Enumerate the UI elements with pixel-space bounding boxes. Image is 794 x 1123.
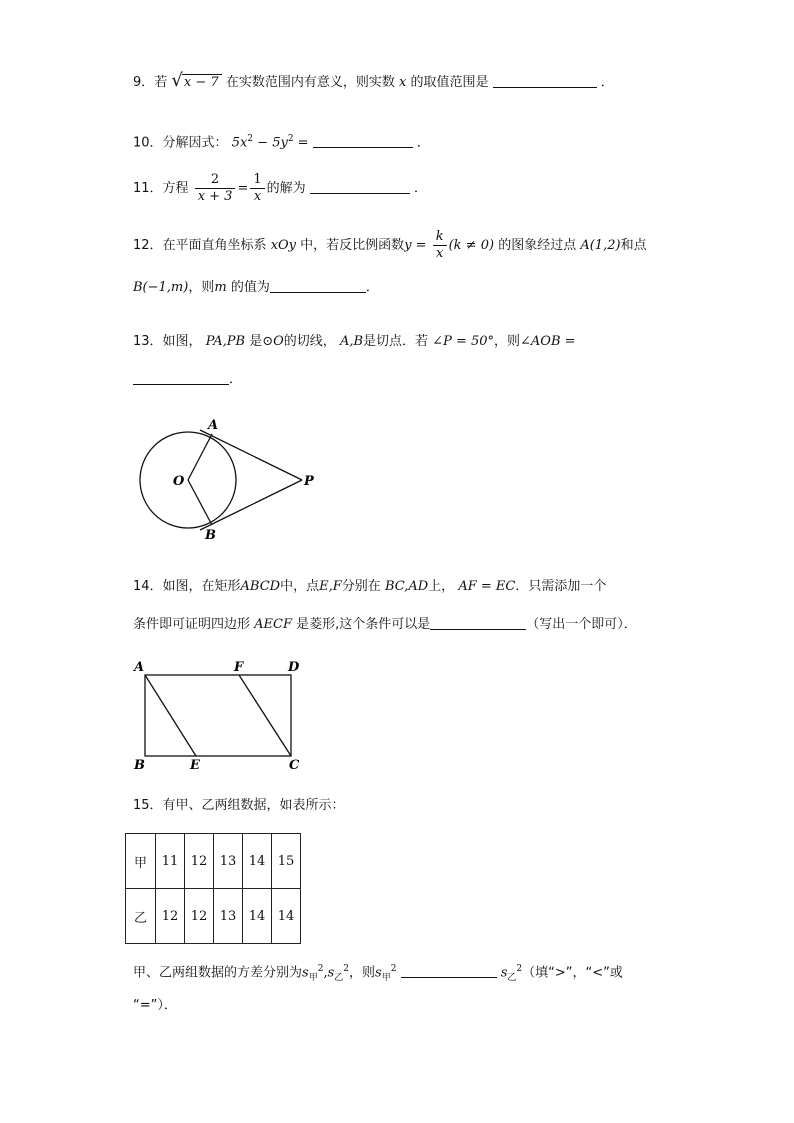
label-o: O — [173, 474, 185, 489]
answer-blank-15[interactable] — [401, 963, 497, 978]
q15-title: 15．有甲、乙两组数据，如表所示： — [133, 798, 345, 813]
rectangle-abcd — [145, 675, 291, 756]
sqrt-expression: √x − 7 — [171, 75, 221, 90]
question-13-line-2 — [133, 370, 242, 389]
q11-equals: = — [237, 181, 249, 196]
sub-yi: 乙 — [334, 972, 344, 983]
label-a: A — [208, 418, 219, 433]
q13-mid1: 是 — [249, 334, 263, 349]
s-jia: s — [302, 965, 309, 981]
radius-oa — [188, 434, 212, 480]
table-cell: 11 — [156, 834, 185, 889]
q10-exp-1: 2 — [247, 134, 254, 144]
row-head: 甲 — [126, 834, 156, 889]
table-cell: 13 — [214, 834, 243, 889]
q9-radicand: x − 7 — [182, 74, 222, 91]
q12-tail: 的值为 — [230, 280, 270, 295]
question-11 — [133, 172, 427, 205]
q12-y: y = — [404, 238, 427, 253]
q14-line2a: 条件即可证明四边形 — [133, 617, 251, 632]
table-row — [126, 834, 301, 889]
q14-mid2: 分别在 — [341, 579, 381, 594]
q13-pa-pb: PA,PB — [205, 334, 246, 349]
s-yi-2: s — [500, 965, 508, 981]
row-head: 乙 — [126, 889, 156, 944]
q11-fraction-1: $\frac{2}{x + 3}$ — [195, 172, 236, 205]
q12-point-b: B(−1,m) — [133, 280, 189, 295]
figure-14-rectangle — [128, 655, 313, 775]
question-10 — [133, 130, 430, 152]
q11-fraction-2: $\frac{1}{x}$ — [250, 172, 264, 205]
q10-exp-2: 2 — [287, 134, 294, 144]
q10-prefix: 10．分解因式： — [133, 135, 228, 151]
q10-end: ． — [416, 135, 430, 151]
q14-bc-ad: BC,AD — [384, 579, 429, 594]
answer-blank-11[interactable] — [310, 179, 410, 194]
table-row — [126, 889, 301, 944]
q14-mid3: 上， — [428, 579, 455, 594]
table-cell: 14 — [243, 889, 272, 944]
q9-mid: 在实数范围内有意义，则实数 — [225, 75, 395, 90]
q12-prefix: 12．在平面直角坐标系 — [133, 238, 267, 253]
comma: , — [323, 965, 328, 981]
q12-mid4: ，则 — [188, 280, 215, 295]
table-cell: 12 — [185, 834, 214, 889]
q11-tail: 的解为 — [266, 181, 306, 196]
q9-tail: 的取值范围是 — [410, 75, 489, 90]
q9-var: x — [398, 75, 407, 90]
q12-end: ． — [365, 280, 379, 295]
table-cell: 12 — [156, 889, 185, 944]
question-14-line-2 — [133, 615, 637, 634]
q14-line2b: 是菱形,这个条件可以是 — [296, 617, 431, 632]
label-a: A — [134, 660, 145, 675]
data-table — [125, 833, 301, 944]
table-cell: 12 — [185, 889, 214, 944]
segment-fc — [239, 675, 291, 756]
sq-yi-2: 2 — [516, 964, 523, 974]
radius-ob — [188, 480, 212, 525]
q14-prefix: 14．如图，在矩形 — [133, 579, 241, 594]
table-cell: 14 — [243, 834, 272, 889]
answer-blank-14[interactable] — [430, 615, 526, 630]
label-b: B — [205, 528, 216, 543]
label-f: F — [234, 660, 244, 675]
q12-mid2: 的图象经过点 — [498, 238, 577, 253]
label-p: P — [304, 474, 314, 489]
q10-equals: = — [293, 135, 309, 151]
q9-prefix: 9．若 — [133, 75, 168, 90]
q12-xoy: xOy — [270, 238, 297, 253]
q11-prefix: 11．方程 — [133, 181, 189, 196]
label-c: C — [289, 758, 300, 773]
q12-mid1: 中，若反比例函数 — [300, 238, 405, 253]
label-d: D — [288, 660, 300, 675]
q14-abcd: ABCD — [240, 579, 281, 594]
q14-aecf: AECF — [254, 617, 293, 632]
q14-ef: E,F — [319, 579, 342, 594]
q15-t1: 甲、乙两组数据的方差分别为 — [133, 965, 303, 981]
segment-ae — [145, 675, 196, 756]
q12-mid3: 和点 — [620, 238, 647, 253]
question-15 — [133, 797, 345, 815]
q13-angle-p: ∠P = 50° — [432, 334, 495, 349]
q12-condition: (k ≠ 0) — [448, 238, 495, 253]
label-b: B — [134, 758, 145, 773]
answer-blank-12[interactable] — [270, 278, 366, 293]
s-jia-2: s — [375, 965, 382, 981]
q12-m: m — [214, 280, 227, 295]
q12-fraction: $\frac{k}{x}$ — [433, 229, 447, 262]
answer-blank-13[interactable] — [133, 370, 229, 385]
q14-line2c: （写出一个即可）． — [526, 617, 637, 632]
answer-blank-9[interactable] — [493, 73, 597, 88]
question-9 — [133, 72, 614, 92]
figure-13-circle-tangents — [130, 412, 330, 547]
q14-condition: AF = EC — [458, 579, 516, 594]
sub-yi-2: 乙 — [507, 972, 517, 983]
q13-ab: A,B — [339, 334, 364, 349]
label-e: E — [190, 758, 200, 773]
q11-end: ． — [413, 181, 427, 196]
question-12-line-2 — [133, 278, 379, 297]
q13-mid3: 是切点．若 — [363, 334, 429, 349]
question-14 — [133, 578, 606, 596]
sub-jia-2: 甲 — [381, 972, 391, 983]
tangent-pb — [200, 480, 302, 530]
question-12 — [133, 229, 647, 262]
q13-circle: ⊙O — [262, 334, 284, 349]
question-15-line-2 — [133, 997, 177, 1015]
q15-t4: “=”）． — [133, 998, 177, 1013]
q9-end: ． — [600, 75, 614, 90]
q15-t2: ，则 — [349, 965, 376, 981]
sq-jia-2: 2 — [390, 964, 397, 974]
q14-mid1: 中，点 — [280, 579, 320, 594]
s-yi: s — [327, 965, 335, 981]
question-15-statement — [133, 960, 623, 987]
q10-term-a: 5x — [231, 135, 248, 151]
q13-mid4: ，则 — [494, 334, 521, 349]
sq-yi: 2 — [343, 964, 349, 974]
sub-jia: 甲 — [308, 972, 318, 983]
q13-mid2: 的切线， — [283, 334, 336, 349]
q13-end: ． — [229, 372, 243, 387]
sq-jia: 2 — [317, 964, 324, 974]
question-13 — [133, 333, 576, 351]
q13-angle-aob: ∠AOB = — [520, 334, 576, 349]
table-cell: 14 — [272, 889, 301, 944]
q13-prefix: 13．如图， — [133, 334, 202, 349]
table-cell: 13 — [214, 889, 243, 944]
tangent-pa — [200, 430, 302, 480]
table-cell: 15 — [272, 834, 301, 889]
answer-blank-10[interactable] — [313, 133, 413, 148]
q10-term-b: − 5y — [253, 135, 288, 151]
q14-mid4: ．只需添加一个 — [515, 579, 607, 594]
q12-point-a: A(1,2) — [580, 238, 621, 253]
q15-t3: （填“>”，“<”或 — [522, 965, 623, 981]
